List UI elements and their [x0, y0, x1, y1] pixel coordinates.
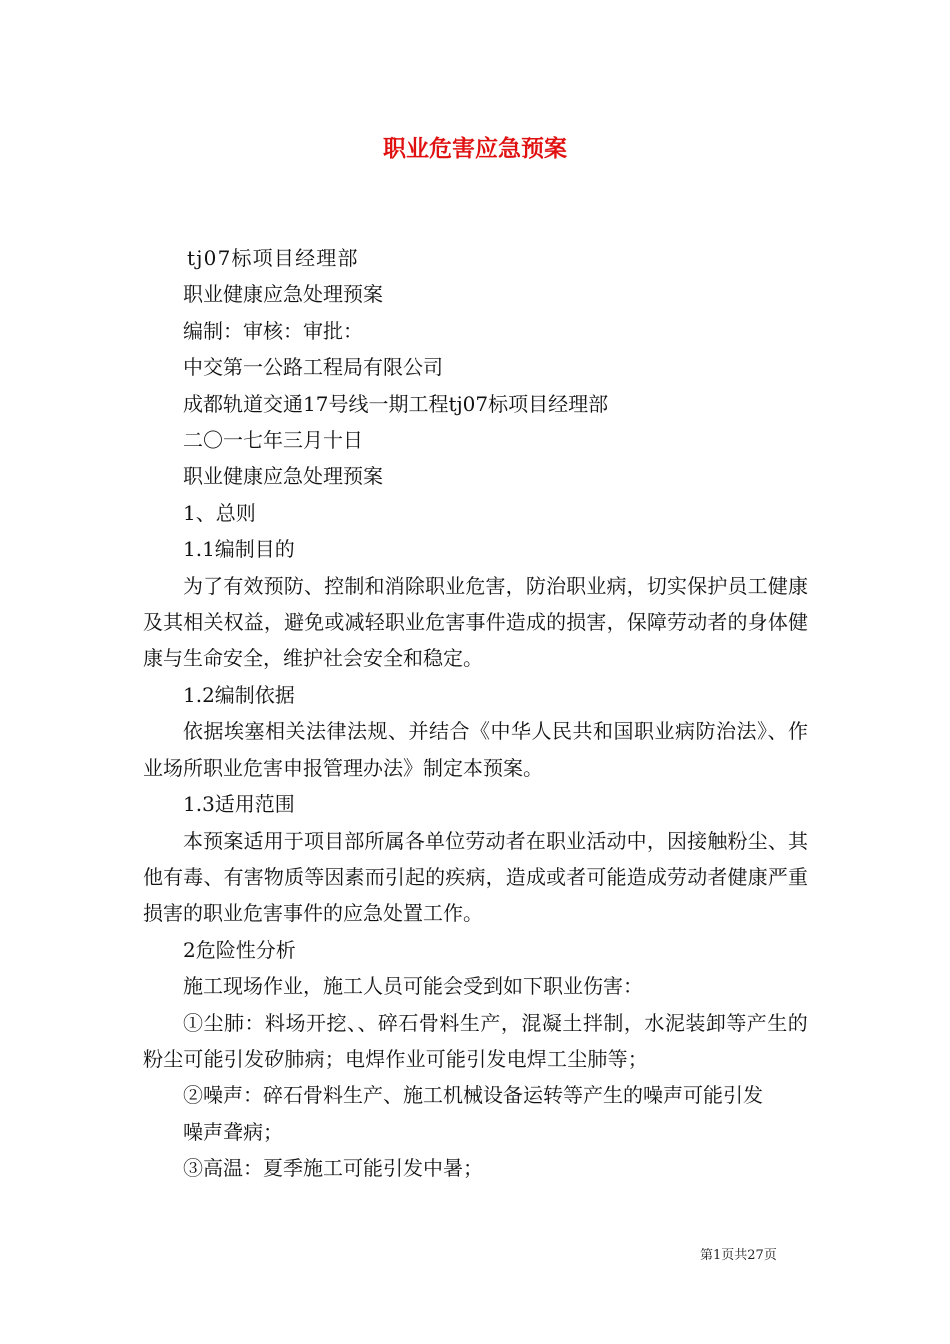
- section-heading: 1、总则: [183, 500, 256, 525]
- paragraph: 职业健康应急处理预案: [183, 282, 383, 307]
- paragraph: 为了有效预防、控制和消除职业危害，防治职业病，切实保护员工健康及其相关权益，避免或减轻职业危害事件造成的损害，保障劳动者的身体健康与生命安全，维护社会安全和稳定。: [143, 573, 808, 671]
- paragraph: 中交第一公路工程局有限公司: [183, 355, 443, 380]
- subsection-heading: 1.2编制依据: [183, 682, 295, 707]
- page-number: 第1页共27页: [700, 1248, 777, 1263]
- subsection-heading: 1.1编制目的: [183, 537, 295, 562]
- paragraph: tj07标项目经理部: [187, 246, 359, 270]
- paragraph: 编制：审核：审批：: [183, 318, 363, 343]
- paragraph: 本预案适用于项目部所属各单位劳动者在职业活动中，因接触粉尘、其他有毒、有害物质等因素而引起的疾病，造成或者可能造成劳动者健康严重损害的职业危害事件的应急处置工作。: [143, 828, 808, 926]
- document-body: [143, 240, 808, 1187]
- section-heading: 2危险性分析: [183, 937, 296, 962]
- subsection-heading: 1.3适用范围: [183, 792, 295, 817]
- list-item: ①尘肺：料场开挖、、碎石骨料生产，混凝土拌制，水泥装卸等产生的粉尘可能引发矽肺病；电焊作业可能引发电焊工尘肺等；: [143, 1010, 808, 1071]
- list-item: ③高温：夏季施工可能引发中暑；: [183, 1156, 483, 1181]
- list-item: ②噪声：碎石骨料生产、施工机械设备运转等产生的噪声可能引发: [183, 1083, 763, 1108]
- paragraph: 施工现场作业，施工人员可能会受到如下职业伤害：: [183, 974, 643, 999]
- document-title: 职业危害应急预案: [383, 136, 567, 162]
- paragraph: 职业健康应急处理预案: [183, 464, 383, 489]
- paragraph: 噪声聋病；: [183, 1119, 283, 1144]
- paragraph: 二〇一七年三月十日: [183, 428, 363, 453]
- paragraph: 依据埃塞相关法律法规、并结合《中华人民共和国职业病防治法》、作业场所职业危害申报管理办法》制定本预案。: [143, 719, 808, 780]
- paragraph: 成都轨道交通17号线一期工程tj07标项目经理部: [183, 391, 609, 416]
